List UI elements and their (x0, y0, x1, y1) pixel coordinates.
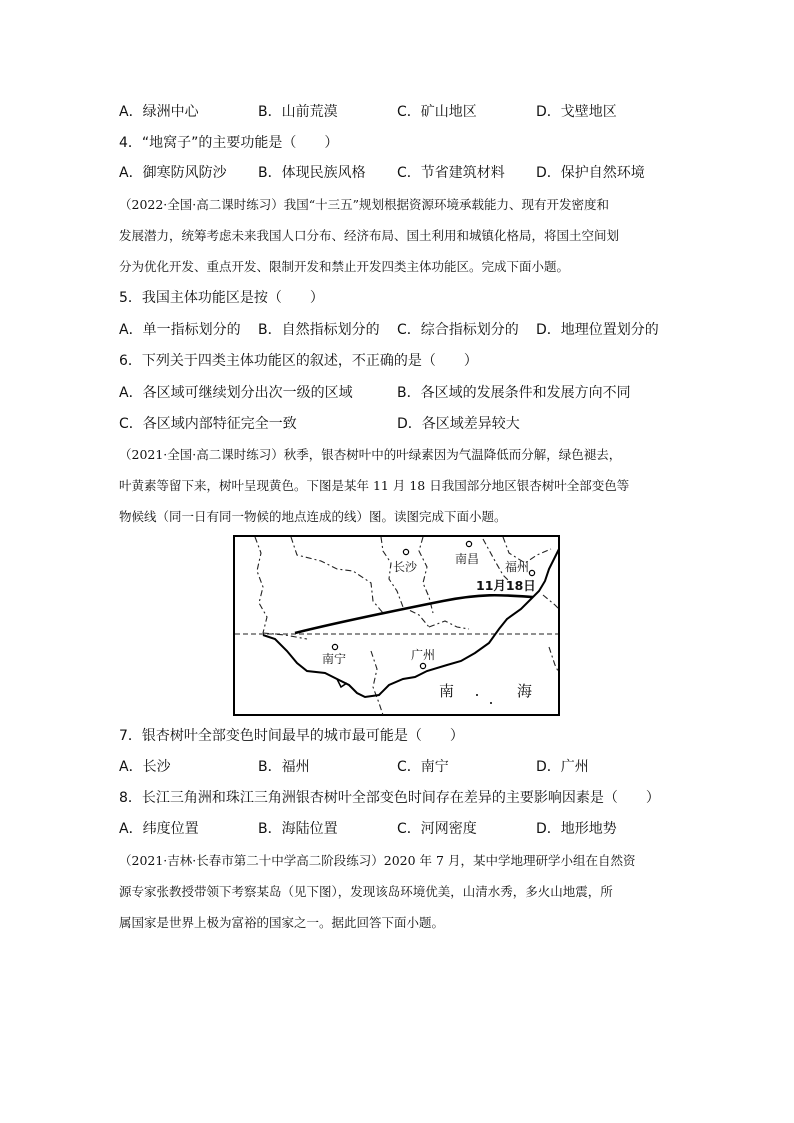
passage2-line-1: （2021·全国·高二课时练习）秋季，银杏树叶中的叶绿素因为气温降低而分解，绿色褪去， (119, 447, 622, 462)
label-fuzhou: 福州 (505, 560, 530, 574)
q3-option-d[interactable]: D．戈壁地区 (536, 104, 617, 120)
q5-option-b[interactable]: B．自然指标划分的 (258, 322, 380, 338)
q5-option-c[interactable]: C．综合指标划分的 (397, 322, 519, 338)
q7-stem: 7．银杏树叶全部变色时间最早的城市最可能是（ ） (119, 728, 464, 744)
q5-option-d[interactable]: D．地理位置划分的 (536, 322, 659, 338)
q5-option-a[interactable]: A．单一指标划分的 (119, 322, 241, 338)
q4-option-c[interactable]: C．节省建筑材料 (397, 165, 505, 181)
q4-option-d[interactable]: D．保护自然环境 (536, 165, 645, 181)
q8-option-a[interactable]: A．纬度位置 (119, 821, 199, 837)
label-isoline: 11月18日 (476, 578, 536, 593)
q8-option-b[interactable]: B．海陆位置 (258, 821, 338, 837)
label-changsha: 长沙 (393, 560, 418, 574)
label-nanning: 南宁 (322, 652, 347, 666)
q4-option-b[interactable]: B．体现民族风格 (258, 165, 366, 181)
label-sea-1: 南 (439, 682, 455, 700)
q6-stem: 6．下列关于四类主体功能区的叙述，不正确的是（ ） (119, 353, 478, 369)
q6-option-b[interactable]: B．各区域的发展条件和发展方向不同 (397, 385, 631, 401)
passage3-line-1: （2021·吉林·长春市第二十中学高二阶段练习）2020 年 7 月，某中学地理研学小组在自然资 (119, 853, 636, 868)
passage2-line-3: 物候线（同一日有同一物候的地点连成的线）图。读图完成下面小题。 (119, 509, 507, 524)
q6-option-d[interactable]: D．各区域差异较大 (397, 416, 520, 432)
label-guangzhou: 广州 (411, 648, 436, 662)
q3-option-c[interactable]: C．矿山地区 (397, 104, 477, 120)
label-nanchang: 南昌 (455, 552, 480, 566)
q8-option-d[interactable]: D．地形地势 (536, 821, 617, 837)
label-sea-2: 海 (517, 682, 533, 700)
q3-option-a[interactable]: A．绿洲中心 (119, 104, 199, 120)
q8-option-c[interactable]: C．河网密度 (397, 821, 477, 837)
q6-option-c[interactable]: C．各区域内部特征完全一致 (119, 416, 297, 432)
q7-option-d[interactable]: D．广州 (536, 759, 589, 775)
q6-option-a[interactable]: A．各区域可继续划分出次一级的区域 (119, 385, 353, 401)
passage1-line-3: 分为优化开发、重点开发、限制开发和禁止开发四类主体功能区。完成下面小题。 (119, 259, 570, 274)
passage2-line-2: 叶黄素等留下来，树叶呈现黄色。下图是某年 11 月 18 日我国部分地区银杏树叶全部变色等 (119, 478, 630, 493)
q5-stem: 5．我国主体功能区是按（ ） (119, 290, 324, 306)
q4-stem: 4．“地窝子”的主要功能是（ ） (119, 135, 339, 151)
ginkgo-phenology-map (233, 535, 560, 716)
q7-option-c[interactable]: C．南宁 (397, 759, 449, 775)
q8-stem: 8．长江三角洲和珠江三角洲银杏树叶全部变色时间存在差异的主要影响因素是（ ） (119, 790, 660, 806)
q4-option-a[interactable]: A．御寒防风防沙 (119, 165, 227, 181)
passage3-line-2: 源专家张教授带领下考察某岛（见下图），发现该岛环境优美，山清水秀，多火山地震，所 (119, 884, 613, 899)
q7-option-a[interactable]: A．长沙 (119, 759, 171, 775)
passage1-line-1: （2022·全国·高二课时练习）我国“十三五”规划根据资源环境承载能力、现有开发密度和 (119, 197, 610, 212)
passage1-line-2: 发展潜力，统筹考虑未来我国人口分布、经济布局、国土利用和城镇化格局，将国土空间划 (119, 228, 620, 243)
q7-option-b[interactable]: B．福州 (258, 759, 310, 775)
q3-option-b[interactable]: B．山前荒漠 (258, 104, 338, 120)
passage3-line-3: 属国家是世界上极为富裕的国家之一。据此回答下面小题。 (119, 915, 445, 930)
